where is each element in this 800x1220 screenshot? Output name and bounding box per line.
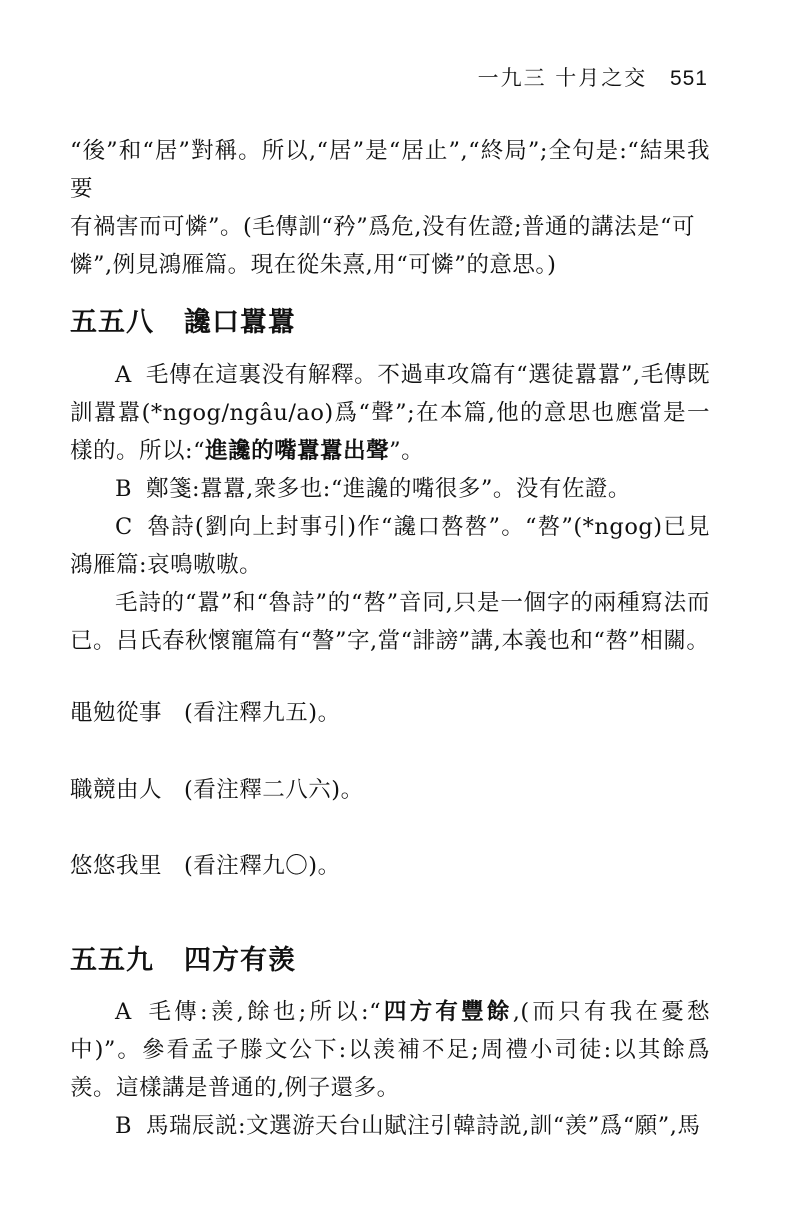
ref-note: (看注釋二八六)。 xyxy=(184,777,364,803)
item-label: B xyxy=(115,1113,133,1139)
paragraph-a: A 毛傳在這裏没有解釋。不過車攻篇有“選徒囂囂”,毛傳既訓囂囂(*ngog/ngâu/ao)爲“聲”;在本篇,他的意思也應當是一樣的。所以:“進讒的嘴囂囂出聲”。 xyxy=(70,362,710,464)
section-number: 五五九 xyxy=(70,945,154,976)
intro-line-1: “後”和“居”對稱。所以,“居”是“居止”,“終局”;全句是:“結果我要 xyxy=(70,138,710,202)
ref-phrase: 黽勉從事 xyxy=(70,700,163,726)
reference-line xyxy=(70,772,364,804)
section-heading-558 xyxy=(70,300,296,339)
section-559-body xyxy=(70,993,710,1145)
item-label: B xyxy=(115,476,133,502)
section-number: 五五八 xyxy=(70,307,154,338)
section-title: 讒口囂囂 xyxy=(184,307,296,338)
item-label: A xyxy=(115,999,132,1025)
paragraph-b: B 鄭箋:囂囂,衆多也:“進讒的嘴很多”。没有佐證。 xyxy=(115,476,631,502)
intro-paragraph xyxy=(70,132,710,284)
ref-note: (看注釋九〇)。 xyxy=(184,853,341,879)
paragraph-note: 毛詩的“囂”和“魯詩”的“嗸”音同,只是一個字的兩種寫法而已。吕氏春秋懷寵篇有“謷”字,當“誹謗”講,本義也和“嗸”相關。 xyxy=(70,590,710,654)
chapter-title: 一九三 十月之交 xyxy=(477,66,648,90)
page-number: 551 xyxy=(669,67,708,90)
paragraph-a: A 毛傳:羡,餘也;所以:“四方有豐餘,(而只有我在憂愁中)”。參看孟子滕文公下:以羡補不足;周禮小司徒:以其餘爲羡。這樣講是普通的,例子還多。 xyxy=(70,999,710,1101)
bold-translation: 進讒的嘴囂囂出聲 xyxy=(205,438,390,464)
reference-line xyxy=(70,695,341,727)
ref-phrase: 職競由人 xyxy=(70,777,163,803)
section-heading-559 xyxy=(70,938,296,977)
ref-note: (看注釋九五)。 xyxy=(184,700,341,726)
paragraph-c: C 魯詩(劉向上封事引)作“讒口嗸嗸”。“嗸”(*ngog)已見鴻雁篇:哀鳴嗷嗷。 xyxy=(70,514,710,578)
section-558-body xyxy=(70,356,710,660)
running-header xyxy=(478,62,708,92)
section-title: 四方有羡 xyxy=(184,945,296,976)
intro-line-2: 有禍害而可憐”。(毛傳訓“矜”爲危,没有佐證;普通的講法是“可 xyxy=(70,214,696,240)
reference-line xyxy=(70,848,341,880)
bold-translation: 四方有豐餘 xyxy=(381,999,513,1025)
paragraph-b: B 馬瑞辰説:文選游天台山賦注引韓詩説,訓“羡”爲“願”,馬 xyxy=(115,1113,701,1139)
ref-phrase: 悠悠我里 xyxy=(70,853,163,879)
item-label: C xyxy=(115,514,133,540)
intro-line-3: 憐”,例見鴻雁篇。現在從朱熹,用“可憐”的意思。) xyxy=(70,252,557,278)
item-label: A xyxy=(115,362,132,388)
